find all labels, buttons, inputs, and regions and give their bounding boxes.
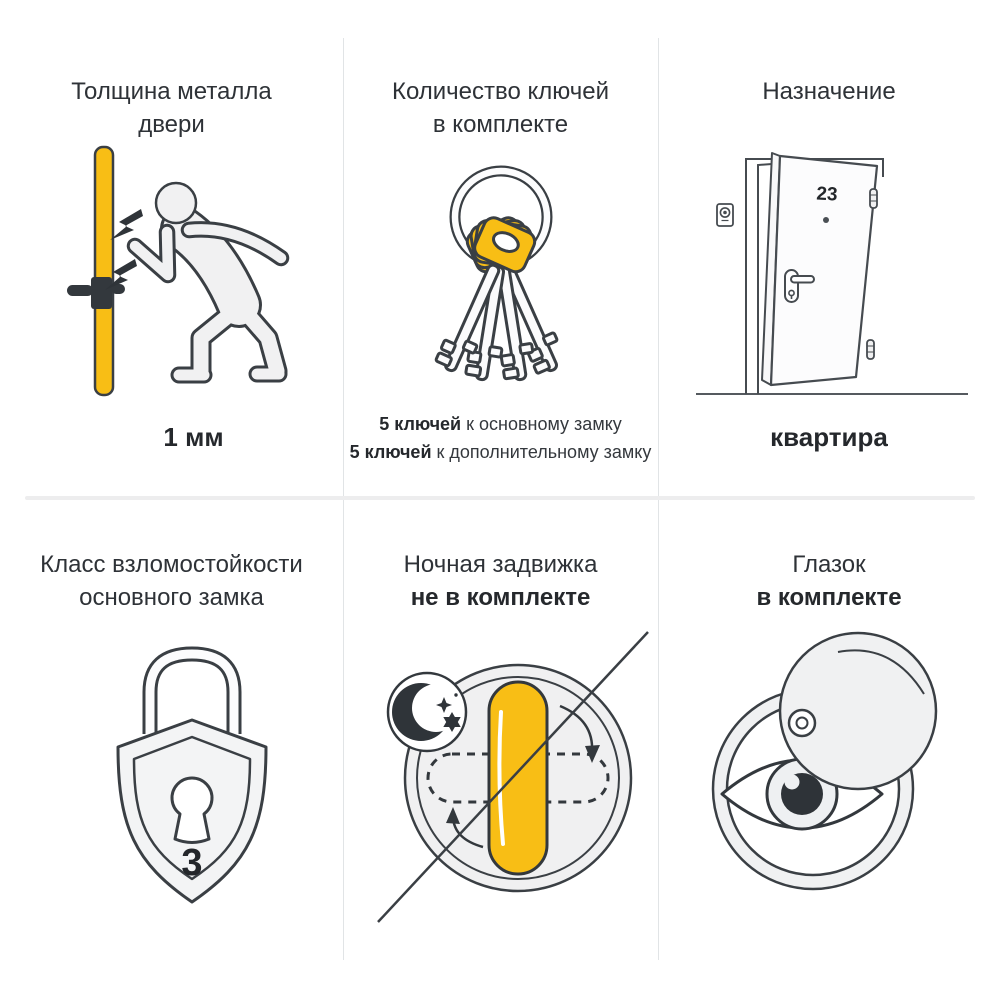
keys-count-extra: 5 ключей [349, 442, 432, 463]
keys-caption [350, 411, 652, 467]
shield-lock-icon [92, 630, 292, 920]
panel-peephole [658, 520, 1000, 1000]
class-value: 3 [180, 842, 203, 885]
title-line2: не в комплекте [410, 584, 591, 612]
night-latch-knob-icon [370, 620, 670, 940]
panel-burglary-class [0, 520, 343, 1000]
metal-thickness-illustration [55, 139, 355, 409]
keys-count-main: 5 ключей [379, 414, 462, 435]
peephole-icon [700, 622, 980, 922]
keyring-icon [381, 157, 621, 407]
title-line1: Количество ключей [391, 78, 610, 105]
metal-sheet-icon [95, 147, 113, 395]
title-line2: основного замка [79, 584, 264, 612]
pushing-person-icon [135, 183, 281, 375]
keys-caption-rest1: к основному замку [466, 414, 622, 435]
title-line1: Ночная задвижка [403, 551, 598, 578]
panel-night-latch [343, 520, 658, 1000]
title-line1: Назначение [762, 78, 896, 105]
title-line2: в комплекте [756, 584, 902, 612]
peephole-dot [823, 217, 829, 223]
divider-horizontal [25, 496, 975, 500]
panel-title [40, 548, 303, 614]
thumbturn [489, 682, 547, 874]
title-line2: двери [138, 111, 205, 139]
panel-metal-thickness [0, 30, 343, 496]
panel-purpose [658, 30, 1000, 496]
door-number: 23 [815, 183, 839, 206]
panel-title [392, 75, 609, 141]
doorbell-icon [717, 204, 733, 226]
purpose-value: квартира [770, 422, 888, 453]
panel-title [404, 548, 598, 614]
panel-title [762, 75, 895, 108]
moon-stars-icon [388, 673, 466, 751]
keyhole-icon [172, 778, 212, 843]
thickness-value: 1 мм [163, 422, 224, 453]
peephole-cover-icon [780, 633, 936, 789]
keys-caption-rest2: к дополнительному замку [436, 442, 652, 463]
title-line1: Класс взломостойкости [40, 551, 303, 578]
panel-title [756, 548, 901, 614]
panel-title [71, 75, 272, 141]
title-line2: в комплекте [432, 111, 569, 139]
title-line1: Глазок [792, 551, 866, 578]
title-line1: Толщина металла [71, 78, 272, 105]
panel-keys-count [343, 30, 658, 496]
door-icon [690, 150, 990, 410]
